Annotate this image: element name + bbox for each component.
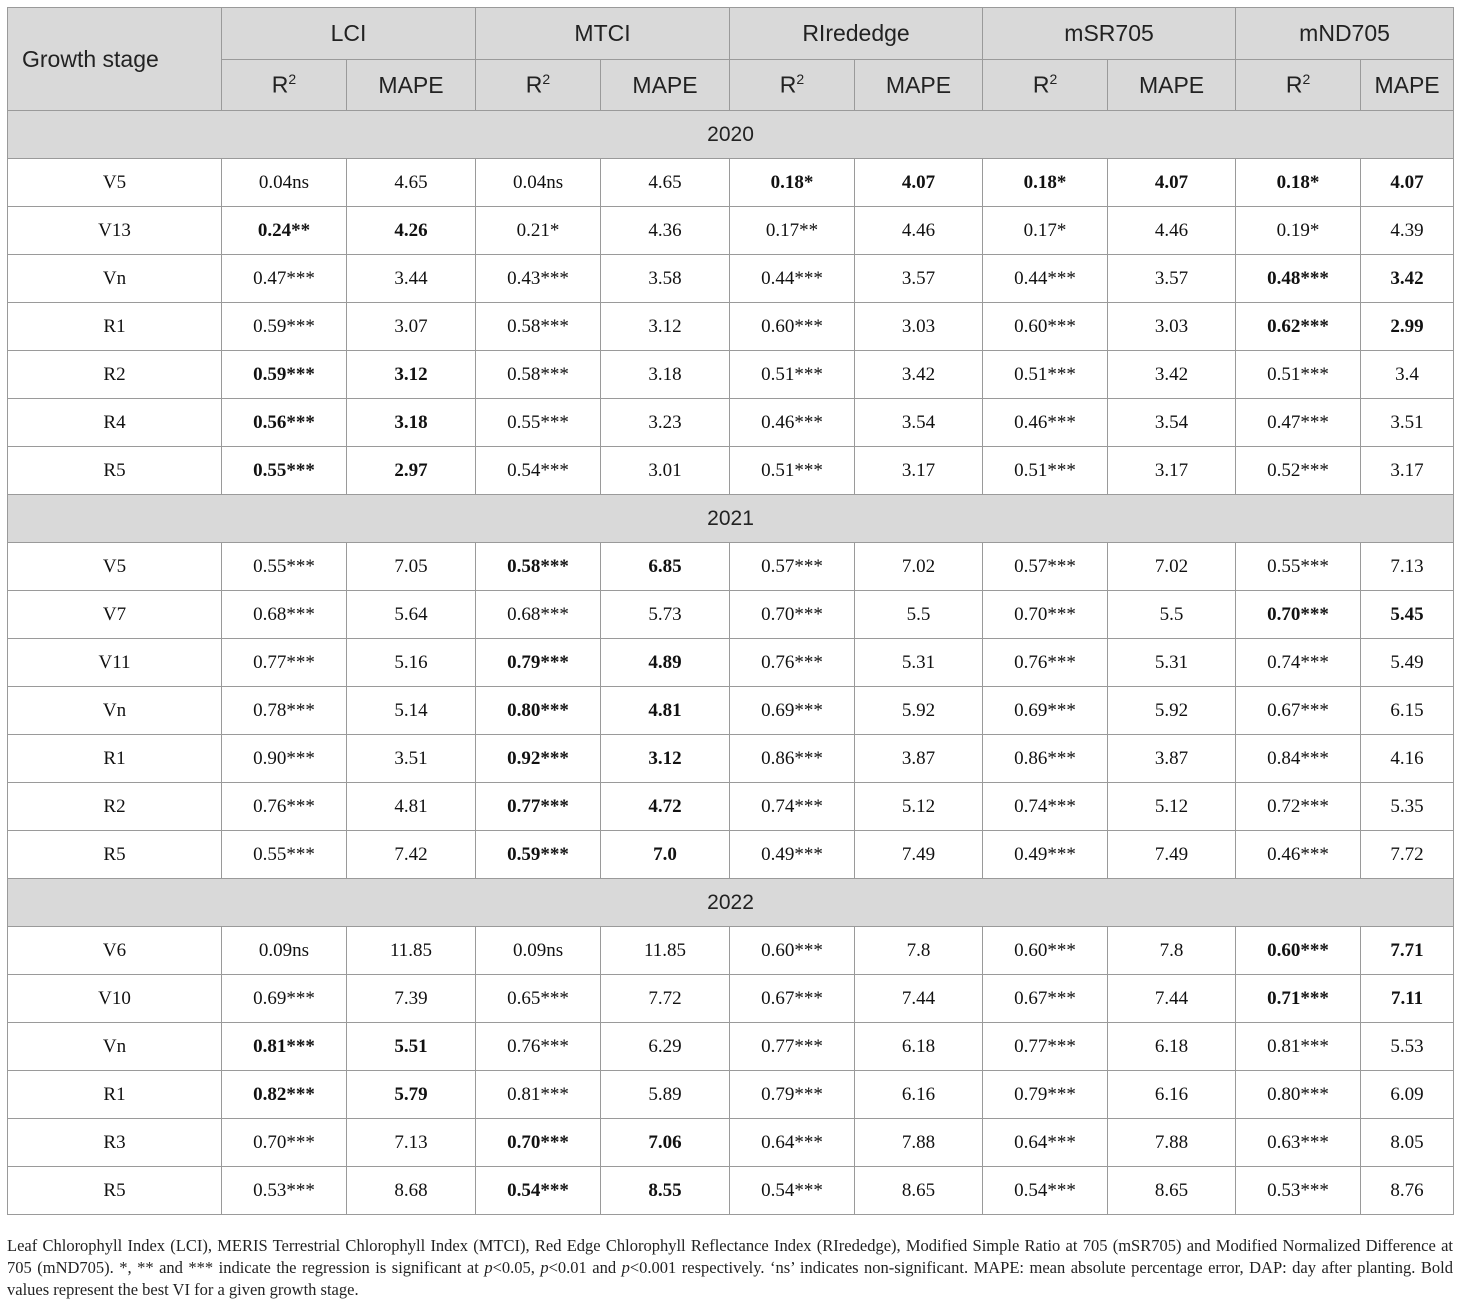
mape-value-cell: 6.18 <box>1108 1023 1236 1071</box>
r2-value-cell: 0.76*** <box>983 639 1108 687</box>
r2-value-cell: 0.64*** <box>730 1119 855 1167</box>
mape-value-cell: 5.92 <box>855 687 983 735</box>
table-footnote <box>7 1235 1453 1301</box>
r2-value-cell: 0.55*** <box>222 543 347 591</box>
r2-value-cell: 0.54*** <box>476 447 601 495</box>
table-figure <box>7 7 1453 1215</box>
growth-stage-cell: V13 <box>8 207 222 255</box>
table-row <box>8 1119 1454 1167</box>
mape-value-cell: 3.18 <box>601 351 730 399</box>
mape-value-cell: 4.26 <box>347 207 476 255</box>
r2-value-cell: 0.54*** <box>983 1167 1108 1215</box>
mape-value-cell: 3.87 <box>1108 735 1236 783</box>
mape-value-cell: 3.57 <box>1108 255 1236 303</box>
r2-value-cell: 0.65*** <box>476 975 601 1023</box>
mape-value-cell: 6.16 <box>855 1071 983 1119</box>
index-header-rirededge: RIrededge <box>730 8 983 60</box>
mape-value-cell: 11.85 <box>601 927 730 975</box>
mape-value-cell: 5.89 <box>601 1071 730 1119</box>
mape-value-cell: 4.39 <box>1361 207 1454 255</box>
r2-value-cell: 0.60*** <box>730 303 855 351</box>
r2-value-cell: 0.49*** <box>730 831 855 879</box>
mape-value-cell: 3.01 <box>601 447 730 495</box>
r2-value-cell: 0.47*** <box>1236 399 1361 447</box>
results-table <box>7 7 1454 1215</box>
r2-value-cell: 0.81*** <box>1236 1023 1361 1071</box>
index-header-mtci: MTCI <box>476 8 730 60</box>
r2-value-cell: 0.77*** <box>730 1023 855 1071</box>
r2-value-cell: 0.53*** <box>222 1167 347 1215</box>
r2-value-cell: 0.54*** <box>476 1167 601 1215</box>
r2-value-cell: 0.74*** <box>983 783 1108 831</box>
footnote-p-symbol: p <box>484 1258 493 1277</box>
r2-value-cell: 0.18* <box>1236 159 1361 207</box>
mape-value-cell: 4.81 <box>601 687 730 735</box>
r2-value-cell: 0.46*** <box>1236 831 1361 879</box>
growth-stage-cell: V5 <box>8 543 222 591</box>
r2-value-cell: 0.48*** <box>1236 255 1361 303</box>
footnote-p-symbol: p <box>621 1258 630 1277</box>
growth-stage-cell: V7 <box>8 591 222 639</box>
r2-value-cell: 0.44*** <box>983 255 1108 303</box>
table-row <box>8 399 1454 447</box>
mape-header: MAPE <box>855 60 983 111</box>
r2-value-cell: 0.09ns <box>476 927 601 975</box>
mape-value-cell: 3.42 <box>1361 255 1454 303</box>
mape-value-cell: 7.8 <box>1108 927 1236 975</box>
growth-stage-cell: R1 <box>8 303 222 351</box>
mape-value-cell: 7.72 <box>1361 831 1454 879</box>
table-body <box>8 111 1454 1215</box>
r2-value-cell: 0.80*** <box>476 687 601 735</box>
r2-value-cell: 0.81*** <box>222 1023 347 1071</box>
mape-value-cell: 3.42 <box>1108 351 1236 399</box>
mape-header: MAPE <box>1108 60 1236 111</box>
mape-value-cell: 3.54 <box>855 399 983 447</box>
mape-value-cell: 3.07 <box>347 303 476 351</box>
r2-value-cell: 0.84*** <box>1236 735 1361 783</box>
mape-value-cell: 7.06 <box>601 1119 730 1167</box>
mape-value-cell: 6.85 <box>601 543 730 591</box>
mape-value-cell: 5.64 <box>347 591 476 639</box>
mape-value-cell: 5.49 <box>1361 639 1454 687</box>
r2-value-cell: 0.24** <box>222 207 347 255</box>
footnote-text-1: Leaf Chlorophyll Index (LCI), MERIS Terrestrial Chlorophyll Index (MTCI), Red Edge Chlorophyll Reflectance Index (RIrededge), Modified Simple Ratio at 705 (mSR705) and Modified Normalized Difference at 705 (mND705). *, ** and *** indicate the regression is significant at <box>7 1236 1453 1277</box>
table-row <box>8 159 1454 207</box>
r2-value-cell: 0.80*** <box>1236 1071 1361 1119</box>
r2-header-base: R <box>779 71 797 98</box>
mape-value-cell: 7.44 <box>1108 975 1236 1023</box>
mape-value-cell: 3.57 <box>855 255 983 303</box>
year-label: 2020 <box>8 111 1454 159</box>
mape-value-cell: 7.13 <box>347 1119 476 1167</box>
r2-header-exponent: 2 <box>1302 71 1311 88</box>
r2-value-cell: 0.76*** <box>222 783 347 831</box>
growth-stage-cell: R2 <box>8 783 222 831</box>
growth-stage-cell: R1 <box>8 735 222 783</box>
table-row <box>8 687 1454 735</box>
mape-value-cell: 8.68 <box>347 1167 476 1215</box>
r2-value-cell: 0.77*** <box>222 639 347 687</box>
mape-value-cell: 5.14 <box>347 687 476 735</box>
mape-value-cell: 3.23 <box>601 399 730 447</box>
r2-value-cell: 0.76*** <box>476 1023 601 1071</box>
r2-header-base: R <box>1285 71 1303 98</box>
r2-value-cell: 0.79*** <box>730 1071 855 1119</box>
growth-stage-cell: Vn <box>8 255 222 303</box>
table-row <box>8 927 1454 975</box>
mape-value-cell: 7.49 <box>1108 831 1236 879</box>
r2-value-cell: 0.58*** <box>476 351 601 399</box>
r2-value-cell: 0.19* <box>1236 207 1361 255</box>
table-row <box>8 591 1454 639</box>
footnote-text-2: <0.001 respectively. ‘ns’ indicates non-significant. MAPE: mean absolute percentage error, DAP: day after planting. Bold values represent the best VI for a given growth stage. <box>7 1258 1453 1299</box>
r2-value-cell: 0.69*** <box>730 687 855 735</box>
r2-value-cell: 0.78*** <box>222 687 347 735</box>
mape-value-cell: 4.72 <box>601 783 730 831</box>
r2-value-cell: 0.58*** <box>476 303 601 351</box>
table-row <box>8 351 1454 399</box>
r2-value-cell: 0.55*** <box>222 447 347 495</box>
table-row <box>8 303 1454 351</box>
mape-value-cell: 2.99 <box>1361 303 1454 351</box>
mape-value-cell: 4.81 <box>347 783 476 831</box>
r2-value-cell: 0.57*** <box>983 543 1108 591</box>
year-label: 2021 <box>8 495 1454 543</box>
mape-value-cell: 3.54 <box>1108 399 1236 447</box>
mape-value-cell: 3.17 <box>1361 447 1454 495</box>
r2-value-cell: 0.53*** <box>1236 1167 1361 1215</box>
r2-value-cell: 0.51*** <box>730 447 855 495</box>
r2-header-exponent: 2 <box>542 71 551 88</box>
r2-value-cell: 0.67*** <box>983 975 1108 1023</box>
table-row <box>8 207 1454 255</box>
mape-value-cell: 4.46 <box>1108 207 1236 255</box>
r2-value-cell: 0.60*** <box>1236 927 1361 975</box>
growth-stage-cell: R1 <box>8 1071 222 1119</box>
r2-value-cell: 0.18* <box>730 159 855 207</box>
r2-value-cell: 0.67*** <box>1236 687 1361 735</box>
index-header-lci: LCI <box>222 8 476 60</box>
r2-value-cell: 0.57*** <box>730 543 855 591</box>
mape-value-cell: 7.44 <box>855 975 983 1023</box>
mape-value-cell: 5.79 <box>347 1071 476 1119</box>
mape-value-cell: 8.55 <box>601 1167 730 1215</box>
r2-value-cell: 0.60*** <box>983 927 1108 975</box>
table-row <box>8 975 1454 1023</box>
r2-value-cell: 0.70*** <box>730 591 855 639</box>
mape-value-cell: 3.44 <box>347 255 476 303</box>
mape-value-cell: 4.65 <box>601 159 730 207</box>
r2-value-cell: 0.74*** <box>1236 639 1361 687</box>
r2-value-cell: 0.79*** <box>983 1071 1108 1119</box>
r2-header-exponent: 2 <box>1049 71 1058 88</box>
mape-value-cell: 7.8 <box>855 927 983 975</box>
mape-value-cell: 5.12 <box>1108 783 1236 831</box>
r2-value-cell: 0.70*** <box>1236 591 1361 639</box>
r2-value-cell: 0.77*** <box>476 783 601 831</box>
mape-value-cell: 7.49 <box>855 831 983 879</box>
year-section-row <box>8 495 1454 543</box>
r2-header <box>222 60 347 111</box>
r2-value-cell: 0.86*** <box>983 735 1108 783</box>
table-row <box>8 255 1454 303</box>
r2-value-cell: 0.04ns <box>476 159 601 207</box>
r2-header <box>983 60 1108 111</box>
r2-value-cell: 0.79*** <box>476 639 601 687</box>
mape-value-cell: 3.17 <box>1108 447 1236 495</box>
r2-value-cell: 0.69*** <box>222 975 347 1023</box>
r2-value-cell: 0.63*** <box>1236 1119 1361 1167</box>
r2-value-cell: 0.46*** <box>730 399 855 447</box>
year-label: 2022 <box>8 879 1454 927</box>
growth-stage-cell: Vn <box>8 687 222 735</box>
mape-value-cell: 7.88 <box>855 1119 983 1167</box>
mape-value-cell: 3.03 <box>1108 303 1236 351</box>
growth-stage-cell: R4 <box>8 399 222 447</box>
r2-value-cell: 0.86*** <box>730 735 855 783</box>
mape-value-cell: 7.05 <box>347 543 476 591</box>
r2-value-cell: 0.59*** <box>222 303 347 351</box>
footnote-threshold-2: <0.01 and <box>548 1258 622 1277</box>
mape-header: MAPE <box>347 60 476 111</box>
mape-value-cell: 3.51 <box>1361 399 1454 447</box>
mape-value-cell: 3.12 <box>601 735 730 783</box>
mape-value-cell: 7.72 <box>601 975 730 1023</box>
mape-value-cell: 7.71 <box>1361 927 1454 975</box>
mape-value-cell: 8.05 <box>1361 1119 1454 1167</box>
r2-value-cell: 0.55*** <box>1236 543 1361 591</box>
mape-value-cell: 5.12 <box>855 783 983 831</box>
mape-value-cell: 3.42 <box>855 351 983 399</box>
mape-value-cell: 3.17 <box>855 447 983 495</box>
r2-value-cell: 0.18* <box>983 159 1108 207</box>
r2-header-exponent: 2 <box>796 71 805 88</box>
growth-stage-cell: R2 <box>8 351 222 399</box>
growth-stage-header: Growth stage <box>8 8 222 111</box>
r2-value-cell: 0.59*** <box>222 351 347 399</box>
mape-value-cell: 6.29 <box>601 1023 730 1071</box>
r2-value-cell: 0.70*** <box>983 591 1108 639</box>
r2-value-cell: 0.82*** <box>222 1071 347 1119</box>
r2-value-cell: 0.54*** <box>730 1167 855 1215</box>
mape-value-cell: 3.12 <box>347 351 476 399</box>
mape-value-cell: 8.76 <box>1361 1167 1454 1215</box>
table-row <box>8 783 1454 831</box>
r2-header <box>1236 60 1361 111</box>
mape-value-cell: 4.36 <box>601 207 730 255</box>
table-row <box>8 543 1454 591</box>
r2-value-cell: 0.68*** <box>222 591 347 639</box>
index-header-msr705: mSR705 <box>983 8 1236 60</box>
r2-value-cell: 0.21* <box>476 207 601 255</box>
mape-value-cell: 3.18 <box>347 399 476 447</box>
r2-value-cell: 0.72*** <box>1236 783 1361 831</box>
mape-value-cell: 5.5 <box>855 591 983 639</box>
table-row <box>8 639 1454 687</box>
r2-value-cell: 0.92*** <box>476 735 601 783</box>
mape-value-cell: 5.35 <box>1361 783 1454 831</box>
mape-value-cell: 7.13 <box>1361 543 1454 591</box>
r2-value-cell: 0.51*** <box>983 447 1108 495</box>
mape-value-cell: 4.07 <box>1108 159 1236 207</box>
mape-value-cell: 3.58 <box>601 255 730 303</box>
footnote-p-symbol: p <box>540 1258 549 1277</box>
r2-value-cell: 0.60*** <box>730 927 855 975</box>
year-section-row <box>8 111 1454 159</box>
mape-value-cell: 8.65 <box>1108 1167 1236 1215</box>
growth-stage-cell: V6 <box>8 927 222 975</box>
mape-value-cell: 7.42 <box>347 831 476 879</box>
growth-stage-cell: R5 <box>8 831 222 879</box>
index-header-mnd705: mND705 <box>1236 8 1454 60</box>
table-row <box>8 1071 1454 1119</box>
r2-value-cell: 0.09ns <box>222 927 347 975</box>
mape-value-cell: 4.89 <box>601 639 730 687</box>
r2-value-cell: 0.90*** <box>222 735 347 783</box>
mape-value-cell: 7.88 <box>1108 1119 1236 1167</box>
r2-value-cell: 0.55*** <box>476 399 601 447</box>
mape-value-cell: 4.16 <box>1361 735 1454 783</box>
r2-value-cell: 0.71*** <box>1236 975 1361 1023</box>
r2-value-cell: 0.64*** <box>983 1119 1108 1167</box>
mape-value-cell: 5.73 <box>601 591 730 639</box>
r2-value-cell: 0.60*** <box>983 303 1108 351</box>
r2-value-cell: 0.77*** <box>983 1023 1108 1071</box>
r2-value-cell: 0.51*** <box>730 351 855 399</box>
mape-value-cell: 11.85 <box>347 927 476 975</box>
r2-value-cell: 0.76*** <box>730 639 855 687</box>
r2-value-cell: 0.52*** <box>1236 447 1361 495</box>
mape-value-cell: 7.0 <box>601 831 730 879</box>
table-row <box>8 735 1454 783</box>
r2-value-cell: 0.70*** <box>476 1119 601 1167</box>
mape-value-cell: 7.02 <box>855 543 983 591</box>
metric-subheader-row <box>8 60 1454 111</box>
growth-stage-cell: V11 <box>8 639 222 687</box>
mape-value-cell: 3.87 <box>855 735 983 783</box>
table-row <box>8 1023 1454 1071</box>
mape-value-cell: 6.16 <box>1108 1071 1236 1119</box>
r2-value-cell: 0.58*** <box>476 543 601 591</box>
table-row <box>8 447 1454 495</box>
mape-value-cell: 4.46 <box>855 207 983 255</box>
mape-value-cell: 5.53 <box>1361 1023 1454 1071</box>
mape-value-cell: 5.92 <box>1108 687 1236 735</box>
mape-value-cell: 2.97 <box>347 447 476 495</box>
r2-value-cell: 0.70*** <box>222 1119 347 1167</box>
r2-header <box>476 60 601 111</box>
mape-value-cell: 5.51 <box>347 1023 476 1071</box>
r2-header-base: R <box>271 71 289 98</box>
r2-value-cell: 0.44*** <box>730 255 855 303</box>
mape-value-cell: 5.45 <box>1361 591 1454 639</box>
r2-value-cell: 0.47*** <box>222 255 347 303</box>
mape-value-cell: 5.31 <box>855 639 983 687</box>
mape-value-cell: 6.15 <box>1361 687 1454 735</box>
growth-stage-cell: V10 <box>8 975 222 1023</box>
r2-value-cell: 0.62*** <box>1236 303 1361 351</box>
r2-value-cell: 0.67*** <box>730 975 855 1023</box>
growth-stage-cell: R3 <box>8 1119 222 1167</box>
table-row <box>8 831 1454 879</box>
growth-stage-cell: R5 <box>8 1167 222 1215</box>
r2-header-exponent: 2 <box>288 71 297 88</box>
r2-value-cell: 0.51*** <box>1236 351 1361 399</box>
growth-stage-cell: Vn <box>8 1023 222 1071</box>
mape-value-cell: 7.02 <box>1108 543 1236 591</box>
mape-value-cell: 3.12 <box>601 303 730 351</box>
mape-value-cell: 5.16 <box>347 639 476 687</box>
r2-value-cell: 0.49*** <box>983 831 1108 879</box>
r2-value-cell: 0.55*** <box>222 831 347 879</box>
r2-value-cell: 0.56*** <box>222 399 347 447</box>
mape-header: MAPE <box>601 60 730 111</box>
mape-value-cell: 3.4 <box>1361 351 1454 399</box>
mape-value-cell: 3.03 <box>855 303 983 351</box>
mape-value-cell: 4.07 <box>1361 159 1454 207</box>
r2-value-cell: 0.59*** <box>476 831 601 879</box>
mape-value-cell: 7.39 <box>347 975 476 1023</box>
r2-value-cell: 0.17* <box>983 207 1108 255</box>
r2-value-cell: 0.51*** <box>983 351 1108 399</box>
mape-value-cell: 3.51 <box>347 735 476 783</box>
r2-header-base: R <box>525 71 543 98</box>
r2-value-cell: 0.17** <box>730 207 855 255</box>
r2-value-cell: 0.04ns <box>222 159 347 207</box>
mape-value-cell: 4.07 <box>855 159 983 207</box>
mape-value-cell: 8.65 <box>855 1167 983 1215</box>
mape-value-cell: 6.09 <box>1361 1071 1454 1119</box>
year-section-row <box>8 879 1454 927</box>
mape-value-cell: 6.18 <box>855 1023 983 1071</box>
r2-value-cell: 0.69*** <box>983 687 1108 735</box>
growth-stage-cell: V5 <box>8 159 222 207</box>
mape-header: MAPE <box>1361 60 1454 111</box>
r2-value-cell: 0.43*** <box>476 255 601 303</box>
mape-value-cell: 5.5 <box>1108 591 1236 639</box>
table-header <box>8 8 1454 111</box>
r2-header <box>730 60 855 111</box>
table-row <box>8 1167 1454 1215</box>
growth-stage-cell: R5 <box>8 447 222 495</box>
footnote-threshold-1: <0.05, <box>492 1258 541 1277</box>
mape-value-cell: 4.65 <box>347 159 476 207</box>
mape-value-cell: 7.11 <box>1361 975 1454 1023</box>
r2-value-cell: 0.74*** <box>730 783 855 831</box>
r2-value-cell: 0.46*** <box>983 399 1108 447</box>
r2-header-base: R <box>1032 71 1050 98</box>
r2-value-cell: 0.68*** <box>476 591 601 639</box>
r2-value-cell: 0.81*** <box>476 1071 601 1119</box>
mape-value-cell: 5.31 <box>1108 639 1236 687</box>
